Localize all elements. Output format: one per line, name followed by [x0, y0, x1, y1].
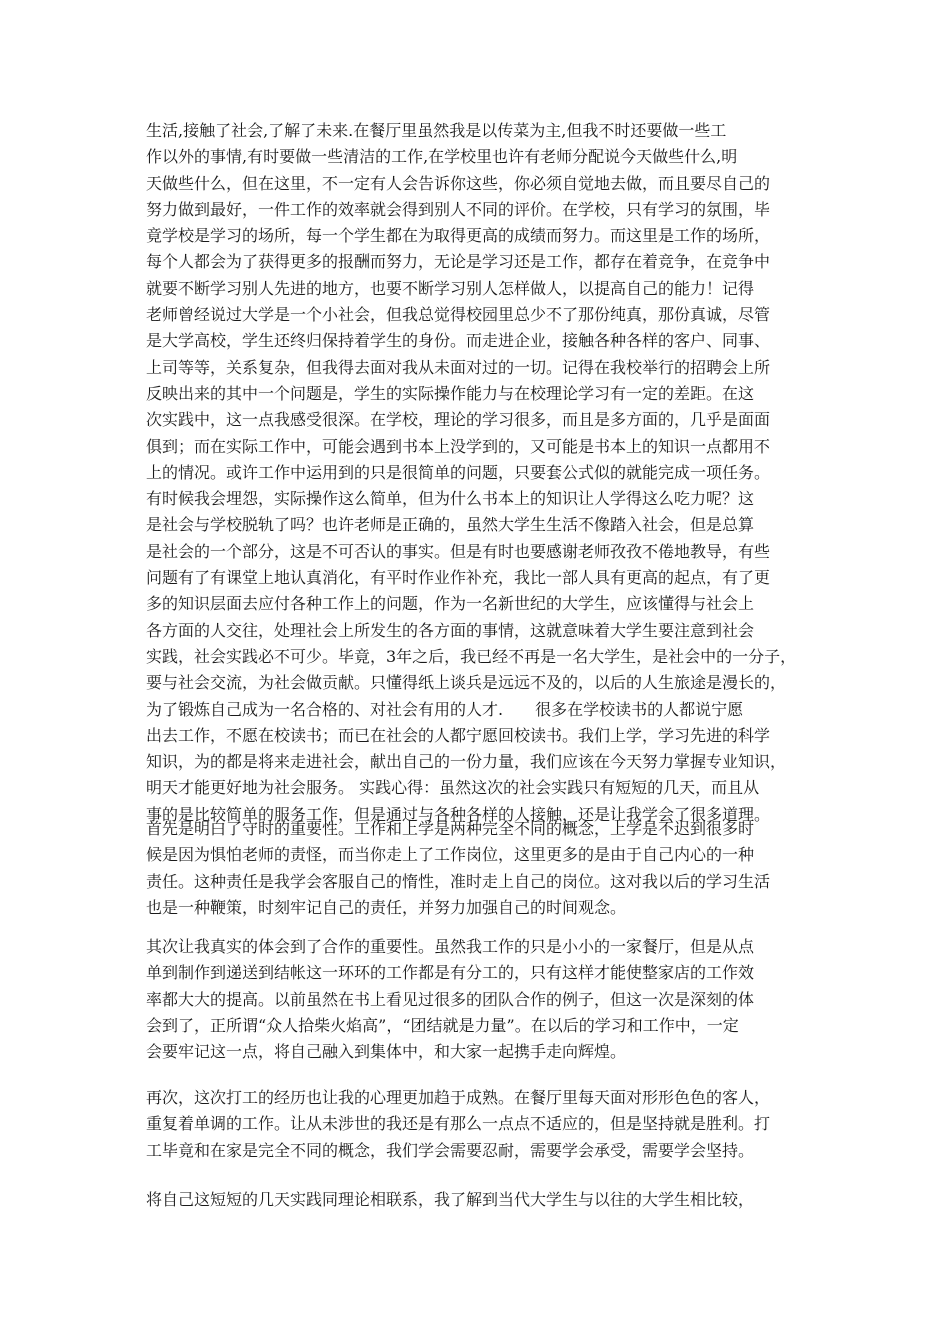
text-line: 是社会与学校脱轨了吗？也许老师是正确的，虽然大学生生活不像踏入社会，但是总算 — [146, 515, 755, 535]
text-line: 责任。这种责任是我学会客服自己的惰性，准时走上自己的岗位。这对我以后的学习生活 — [146, 871, 771, 891]
text-line: 率都大大的提高。以前虽然在书上看见过很多的团队合作的例子，但这一次是深刻的体 — [146, 989, 755, 1009]
text-line: 将自己这短短的几天实践同理论相联系，我了解到当代大学生与以往的大学生相比较， — [146, 1190, 755, 1209]
paragraph-punctuality — [146, 816, 816, 921]
text-line: 其次让我真实的体会到了合作的重要性。虽然我工作的只是小小的一家餐厅，但是从点 — [146, 937, 755, 956]
text-line: 是社会的一个部分，这是不可否认的事实。但是有时也要感谢老师孜孜不倦地教导，有些 — [146, 541, 771, 561]
text-line: 实践，社会实践必不可少。毕竟，3年之后，我已经不再是一名大学生，是社会中的一分子， — [146, 646, 797, 666]
text-line: 次实践中，这一点我感受很深。在学校，理论的学习很多，而且是多方面的，几乎是面面 — [146, 410, 771, 430]
text-line: 上司等等，关系复杂，但我得去面对我从未面对过的一切。记得在我校举行的招聘会上所 — [146, 357, 771, 377]
text-line: 问题有了有课堂上地认真消化，有平时作业作补充，我比一部人具有更高的起点，有了更 — [146, 568, 771, 588]
text-line: 生活,接触了社会,了解了未来.在餐厅里虽然我是以传菜为主,但我不时还要做一些工 — [146, 121, 727, 140]
paragraph-teamwork — [146, 934, 816, 1065]
text-line: 候是因为惧怕老师的责怪，而当你走上了工作岗位，这里更多的是由于自己内心的一种 — [146, 845, 755, 865]
text-line: 天做些什么，但在这里，不一定有人会告诉你这些，你必须自觉地去做，而且要尽自己的 — [146, 173, 771, 193]
paragraph-theory-practice — [146, 1187, 816, 1213]
text-line: 就要不断学习别人先进的地方，也要不断学习别人怎样做人，以提高自己的能力！记得 — [146, 278, 755, 298]
text-line: 俱到；而在实际工作中，可能会遇到书本上没学到的，又可能是书本上的知识一点都用不 — [146, 436, 771, 456]
paragraph-practice-experience — [146, 118, 816, 828]
text-line: 竟学校是学习的场所，每一个学生都在为取得更高的成绩而努力。而这里是工作的场所， — [146, 226, 771, 246]
text-line: 重复着单调的工作。让从未涉世的我还是有那么一点点不适应的，但是坚持就是胜利。打 — [146, 1114, 771, 1134]
text-line: 是大学高校，学生还终归保持着学生的身份。而走进企业，接触各种各样的客户、同事、 — [146, 331, 771, 351]
text-line: 反映出来的其中一个问题是，学生的实际操作能力与在校理论学习有一定的差距。在这 — [146, 383, 755, 403]
text-line: 明天才能更好地为社会服务。 实践心得：虽然这次的社会实践只有短短的几天，而且从 — [146, 778, 760, 798]
text-line: 老师曾经说过大学是一个小社会，但我总觉得校园里总少不了那份纯真，那份真诚，尽管 — [146, 305, 771, 325]
text-line: 上的情况。或许工作中运用到的只是很简单的问题，只要套公式似的就能完成一项任务。 — [146, 462, 771, 482]
text-line: 单到制作到递送到结帐这一环环的工作都是有分工的，只有这样才能使整家店的工作效 — [146, 963, 755, 983]
text-line: 要与社会交流，为社会做贡献。只懂得纸上谈兵是远远不及的，以后的人生旅途是漫长的， — [146, 673, 787, 693]
text-line: 再次，这次打工的经历也让我的心理更加趋于成熟。在餐厅里每天面对形形色色的客人， — [146, 1088, 771, 1107]
text-line: 每个人都会为了获得更多的报酬而努力，无论是学习还是工作，都存在着竞争，在竞争中 — [146, 252, 771, 272]
text-line: 工毕竟和在家是完全不同的概念，我们学会需要忍耐，需要学会承受，需要学会坚持。 — [146, 1140, 755, 1160]
text-line: 作以外的事情,有时要做一些清洁的工作,在学校里也许有老师分配说今天做些什么,明 — [146, 147, 738, 167]
text-line: 多的知识层面去应付各种工作上的问题，作为一名新世纪的大学生，应该懂得与社会上 — [146, 594, 755, 614]
text-line: 各方面的人交往，处理社会上所发生的各方面的事情，这就意味着大学生要注意到社会 — [146, 620, 755, 640]
text-line: 努力做到最好，一件工作的效率就会得到别人不同的评价。在学校，只有学习的氛围，毕 — [146, 199, 771, 219]
text-line: 首先是明白了守时的重要性。工作和上学是两种完全不同的概念，上学是不迟到很多时 — [146, 819, 755, 838]
text-line: 为了锻炼自己成为一名合格的、对社会有用的人才. 很多在学校读书的人都说宁愿 — [146, 699, 744, 719]
text-line: 知识，为的都是将来走进社会，献出自己的一份力量，我们应该在今天努力掌握专业知识， — [146, 752, 787, 772]
text-line: 也是一种鞭策，时刻牢记自己的责任，并努力加强自己的时间观念。 — [146, 897, 627, 917]
paragraph-maturity — [146, 1085, 816, 1164]
text-line: 会要牢记这一点，将自己融入到集体中，和大家一起携手走向辉煌。 — [146, 1042, 627, 1062]
text-line: 出去工作，不愿在校读书；而已在社会的人都宁愿回校读书。我们上学，学习先进的科学 — [146, 725, 771, 745]
text-line: 事的是比较简单的服务工作，但是通过与各种各样的人接触，还是让我学会了很多道理。 — [146, 804, 771, 824]
text-line: 有时候我会埋怨，实际操作这么简单，但为什么书本上的知识让人学得这么吃力呢？这 — [146, 489, 755, 509]
text-line: 会到了，正所谓“众人拾柴火焰高”，“团结就是力量”。在以后的学习和工作中，一定 — [146, 1015, 739, 1035]
